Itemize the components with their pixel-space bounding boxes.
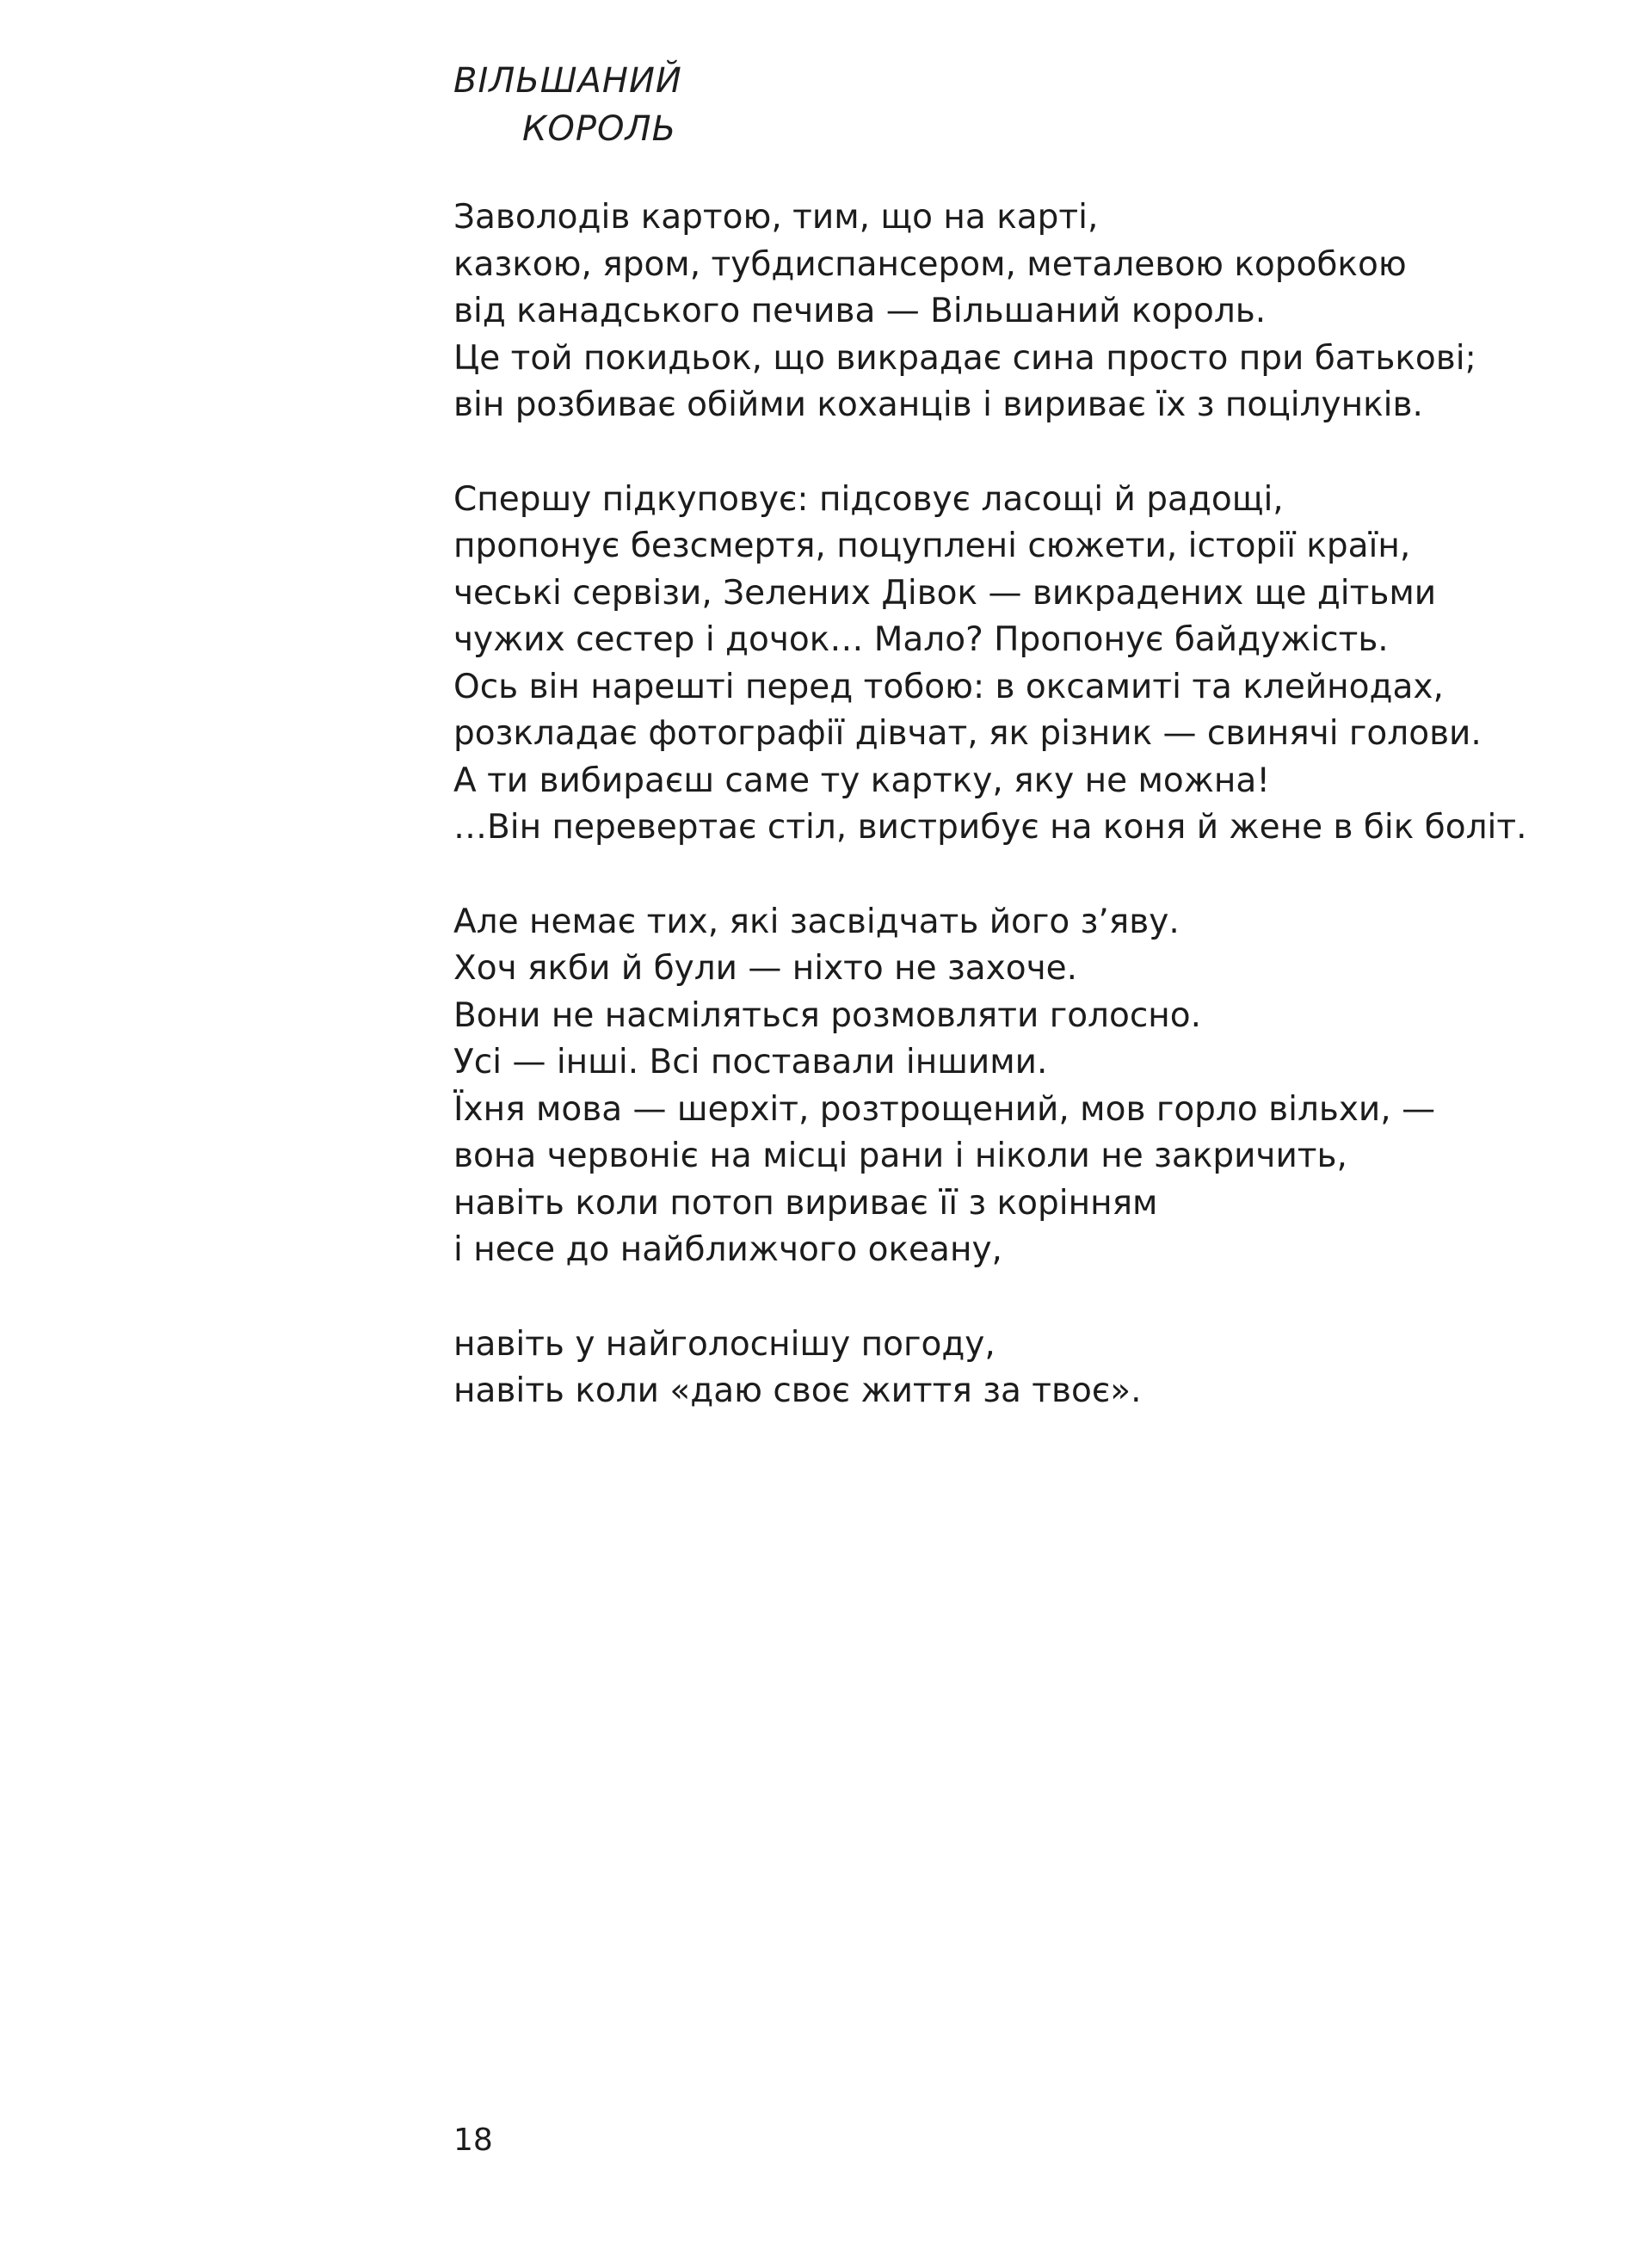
verse-line: чеські сервізи, Зелених Дівок — викрадених ще дітьми	[453, 573, 1437, 613]
verse-line: навіть у найголоснішу погоду,	[453, 1324, 996, 1364]
verse-line: пропонує безсмертя, поцуплені сюжети, історії країн,	[453, 527, 1411, 565]
verse-line: Вони не насміляться розмовляти голосно.	[453, 995, 1202, 1035]
verse-line: Їхня мова — шерхіт, розтрощений, мов горло вільхи, —	[453, 1089, 1436, 1129]
verse-line: і несе до найближчого океану,	[453, 1230, 1002, 1269]
verse-line: вона червоніє на місці рани і ніколи не закричить,	[453, 1137, 1347, 1175]
poem-title	[453, 57, 682, 153]
verse-line: Це той покидьок, що викрадає сина просто при батькові;	[453, 338, 1476, 378]
poem-title-line-2: КОРОЛЬ	[522, 109, 677, 149]
verse-line: казкою, яром, тубдиспансером, металевою коробкою	[453, 244, 1407, 284]
stanza-4	[453, 1322, 1572, 1415]
verse-line: чужих сестер і дочок… Мало? Пропонує байдужість.	[453, 620, 1389, 659]
stanza-3	[453, 899, 1572, 1274]
stanza-2	[453, 477, 1572, 852]
poem-body	[453, 194, 1572, 1463]
verse-line: Усі — інші. Всі поставали іншими.	[453, 1043, 1048, 1081]
stanza-1	[453, 194, 1572, 429]
verse-line: навіть коли «даю своє життя за твоє».	[453, 1371, 1142, 1410]
poem-title-line-1: ВІЛЬШАНИЙ	[453, 61, 682, 101]
verse-line: …Він перевертає стіл, вистрибує на коня й жене в бік боліт.	[453, 808, 1527, 847]
verse-line: А ти вибираєш саме ту картку, яку не можна!	[453, 761, 1270, 800]
verse-line: навіть коли потоп вириває її з корінням	[453, 1183, 1158, 1223]
verse-line: Ось він нарешті перед тобою: в оксамиті та клейнодах,	[453, 667, 1444, 706]
verse-line: Заволодів картою, тим, що на карті,	[453, 198, 1099, 237]
verse-line: Хоч якби й були — ніхто не захоче.	[453, 949, 1078, 988]
verse-line: від канадського печива — Вільшаний король.	[453, 292, 1267, 330]
page-number: 18	[453, 2123, 493, 2158]
verse-line: Спершу підкуповує: підсовує ласощі й радощі,	[453, 479, 1284, 519]
verse-line: Але немає тих, які засвідчать його з’яву.	[453, 902, 1180, 941]
verse-line: він розбиває обійми коханців і вириває їх з поцілунків.	[453, 385, 1423, 424]
verse-line: розкладає фотографії дівчат, як різник — свинячі голови.	[453, 714, 1482, 753]
